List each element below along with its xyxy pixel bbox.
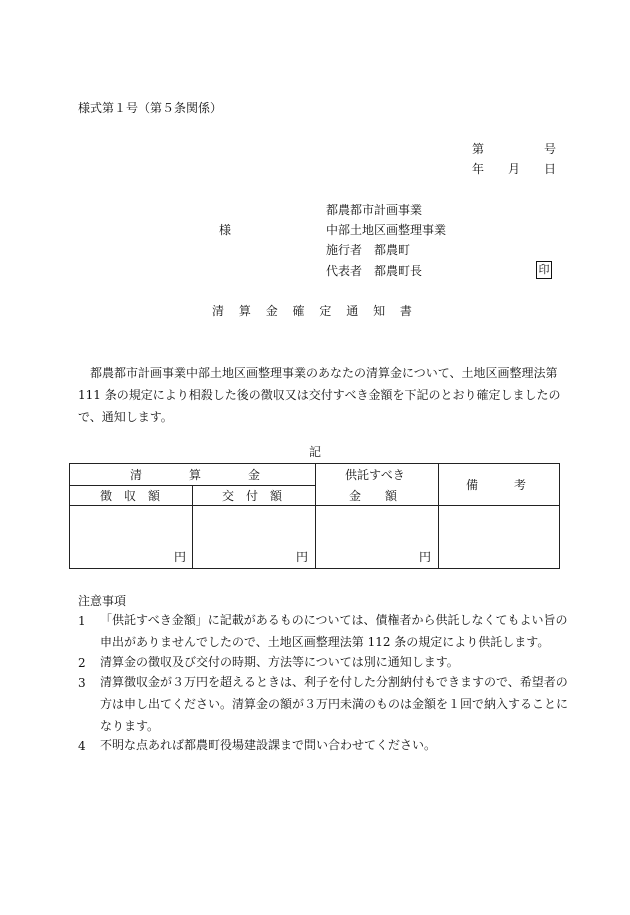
note-line: 清算金の徴収及び交付の時期、方法等については別に通知します。 [100,655,459,669]
number-suffix: 号 [543,142,556,156]
issuer-project: 都農都市計画事業 [326,203,423,217]
note-line: 申出がありませんでしたので、土地区画整理法第 112 条の規定により供託します。 [100,635,550,649]
table-divider [315,464,316,568]
table-divider [192,485,193,568]
yen-unit: 円 [174,550,187,564]
body-line: で、通知します。 [78,410,173,424]
note-line: 方は申し出てください。清算金の額が３万円未満のものは金額を１回で納入することに [100,697,569,711]
note-line: なります。 [100,719,160,733]
note-line: 清算徴収金が３万円を超えるときは、利子を付した分割納付もできますので、希望者の [100,675,568,689]
header-char: 清 [130,468,143,482]
document-title [212,305,412,317]
note-line: 不明な点あれば都農町役場建設課まで問い合わせてください。 [100,738,437,752]
header-choshu: 徴 収 額 [100,489,161,503]
body-paragraph [78,362,561,428]
note-number: 3 [78,676,86,690]
title-char: 算 [238,304,251,318]
body-line: 111 条の規定により相殺した後の徴収又は交付すべき金額を下記のとおり確定しましたの [78,388,561,402]
title-char: 確 [292,304,305,318]
header-biko: 備 考 [466,478,527,492]
title-char: 金 [265,304,278,318]
issuer-representative: 代表者 都農町長 [326,264,423,278]
note-number: 4 [78,739,86,753]
note-line: 「供託すべき金額」に記載があるものについては、債権者から供託しなくてもよい旨の [100,613,568,627]
title-char: 清 [212,304,225,318]
header-kyotaku-2: 金 額 [349,489,398,503]
note-number: 1 [78,614,86,628]
ki-heading: 記 [309,445,322,459]
table-divider [70,505,559,506]
table-divider [70,485,315,486]
document-number-line [472,143,556,155]
title-char: 書 [399,304,412,318]
seal-mark: 印 [536,261,552,279]
date-day: 日 [543,162,556,176]
header-kyotaku-1: 供託すべき [345,468,405,482]
issuer-executor: 施行者 都農町 [326,243,411,257]
title-char: 知 [373,304,386,318]
date-line [472,163,556,175]
header-char: 算 [188,468,201,482]
title-char: 通 [346,304,359,318]
title-char: 定 [319,304,332,318]
number-prefix: 第 [472,142,485,156]
form-label: 様式第１号（第５条関係） [78,101,223,115]
header-kofu: 交 付 額 [222,489,283,503]
addressee-suffix: 様 [219,223,232,237]
yen-unit: 円 [296,550,309,564]
date-year: 年 [472,162,485,176]
date-month: 月 [507,162,520,176]
issuer-area-project: 中部土地区画整理事業 [326,223,447,237]
header-seisankin [130,469,260,481]
note-number: 2 [78,656,86,670]
notes-heading: 注意事項 [78,594,127,608]
header-char: 金 [247,468,260,482]
table-divider [438,464,439,568]
body-line: 都農都市計画事業中部土地区画整理事業のあなたの清算金について、土地区画整理法第 [90,366,558,380]
settlement-table [69,463,560,569]
yen-unit: 円 [419,550,432,564]
